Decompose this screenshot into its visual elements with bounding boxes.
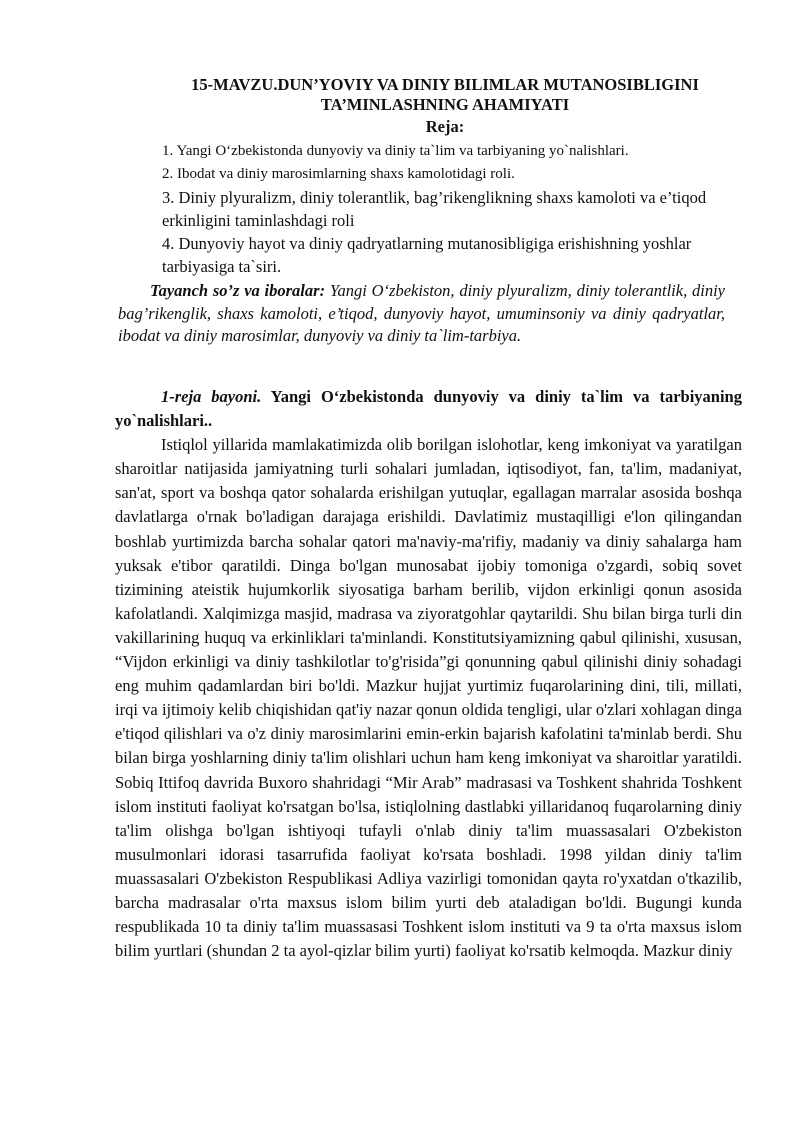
document-title	[150, 75, 740, 115]
title-line-2: TA’MINLASHNING AHAMIYATI	[320, 95, 570, 114]
keywords-paragraph	[118, 280, 725, 348]
body-section	[115, 385, 742, 963]
body-paragraph: Istiqlol yillarida mamlakatimizda olib borilgan islohotlar, keng imkoniyat va yaratilgan sharoitlar natijasida jamiyatning turli sohalari jumladan, iqtisodiyot, fan, ta'lim, madaniyat, san'at, sport va boshqa qator sohalarda erishilgan yutuqlar, egallagan marralar asosida boshqa davlatlarga o'rnak bo'ladigan darajaga erishildi. Davlatimiz mustaqilligi e'lon qilingandan boshlab yurtimizda barcha sohalar qatori ma'naviy-ma'rifiy, madaniy va diniy sahalarga ham yuksak e'tibor qaratildi. Dinga bo'lgan munosabat ijobiy tomoniga o'zgardi, sobiq sovet tizimining ateistik hujumkorlik siyosatiga barham berilib, vijdon erkinligi qonun asosida kafolatlandi. Xalqimizga masjid, madrasa va ziyoratgohlar qaytarildi. Shu bilan birga turli din vakillarining huquq va erkinliklari ta'minlandi. Konstitutsiyamizning qabul qilinishi, xususan, “Vijdon erkinligi va diniy tashkilotlar to'g'risida”gi qonunning qabul qilinishi diniy sohadagi eng muhim qadamlardan biri bo'ldi. Mazkur hujjat yurtimiz fuqarolarining dini, tili, millati, irqi va ijtimoiy kelib chiqishidan qat'iy nazar qonun oldida tengligi, ular o'zlari xohlagan dinga e'tiqod qilishlari va o'z diniy marosimlarini emin-erkin bajarish kafolatini ta'minlab berdi. Shu bilan birga yoshlarning diniy ta'lim olishlari uchun ham keng imkoniyat va sharoitlar yaratildi. Sobiq Ittifoq davrida Buxoro shahridagi “Mir Arab” madrasasi va Toshkent shahrida Toshkent islom instituti faoliyat ko'rsatgan bo'lsa, istiqlolning dastlabki yillaridanoq fuqarolarning diniy ta'lim olishga bo'lgan ishtiyoqi tufayli o'nlab diniy ta'lim muassasalari O'zbekiston musulmonlari idorasi tasarrufida faoliyat ko'rsata boshladi. 1998 yildan diniy ta'lim muassasalari O'zbekiston Respublikasi Adliya vazirligi tomonidan qayta ro'yxatdan o'tkazilib, barcha madrasalar o'rta maxsus islom bilim yurti deb ataladigan bo'ldi. Bugungi kunda respublikada 10 ta diniy ta'lim muassasasi Toshkent islom instituti va 9 ta o'rta maxsus islom bilim yurtlari (shundan 2 ta ayol-qizlar bilim yurti) faoliyat ko'rsatib kelmoqda. Mazkur diniy	[115, 435, 742, 961]
plan-item-4: 4. Dunyoviy hayot va diniy qadryatlarning mutanosibligiga erishishning yoshlar tarbiyasiga ta`siri.	[162, 234, 692, 276]
keywords-label: Tayanch so’z va iboralar:	[150, 281, 326, 300]
plan-item-2: 2. Ibodat va diniy marosimlarning shaxs kamolotidagi roli.	[162, 166, 515, 182]
section-heading	[115, 385, 742, 433]
plan-list	[162, 140, 742, 278]
plan-item-1: 1. Yangi O‘zbekistonda dunyoviy va diniy ta`lim va tarbiyaning yo`nalishlari.	[162, 143, 629, 159]
section-title: Yangi O‘zbekistonda dunyoviy va diniy ta`lim va tarbiyaning yo`nalishlari..	[115, 387, 742, 431]
section-number: 1-reja bayoni.	[161, 387, 262, 406]
plan-item-3: 3. Diniy plyuralizm, diniy tolerantlik, bag’rikenglikning shaxs kamoloti va e’tiqod erkinligini taminlashdagi roli	[162, 188, 707, 230]
keywords-text: Yangi O‘zbekiston, diniy plyuralizm, diniy tolerantlik, diniy bag’rikenglik, shaxs kamoloti, e’tiqod, dunyoviy hayot, umuminsoniy va diniy qadryatlar, ibodat va diniy marosimlar, dunyoviy va diniy ta`lim-tarbiya.	[118, 281, 725, 345]
title-line-1: 15-MAVZU.DUN’YOVIY VA DINIY BILIMLAR MUTANOSIBLIGINI	[191, 75, 699, 94]
plan-heading: Reja:	[425, 117, 465, 136]
